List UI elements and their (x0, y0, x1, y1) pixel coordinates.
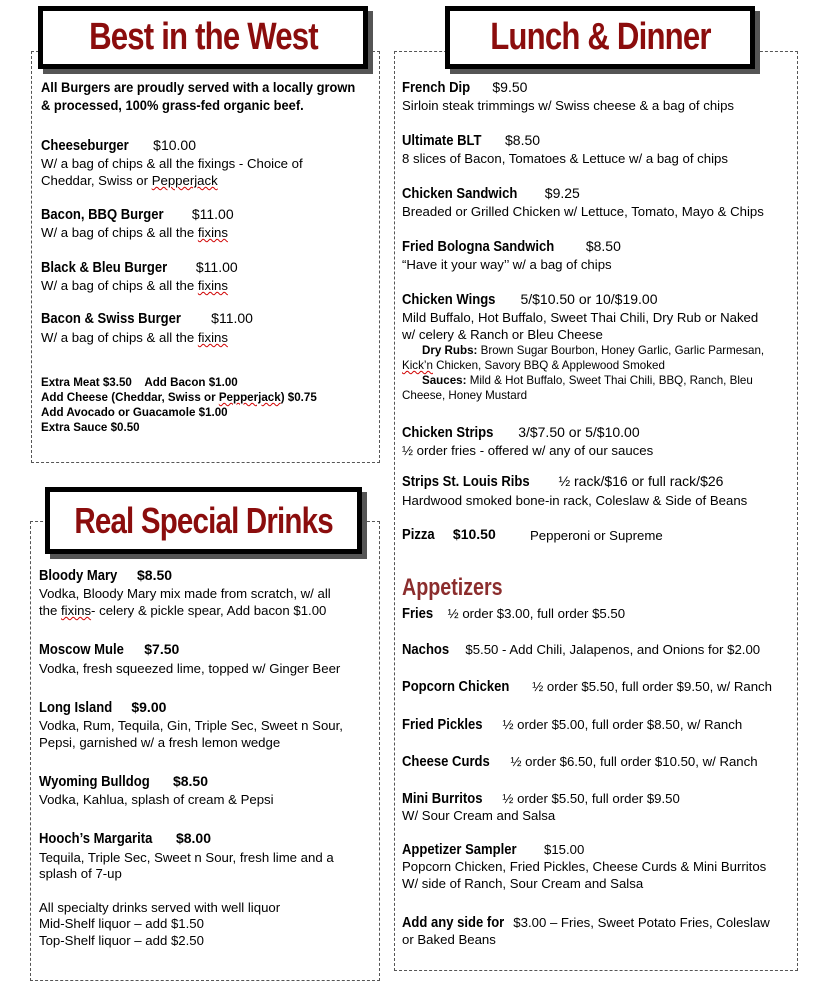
item-price: $10.50 (452, 526, 496, 542)
description-text: the (39, 603, 61, 618)
item-description: Tequila, Triple Sec, Sweet n Sour, fresh lime and a (39, 850, 334, 865)
description-text: fixins (197, 330, 228, 345)
item-name: Fries (402, 606, 434, 622)
drinks-note: Top-Shelf liquor – add $2.50 (39, 933, 204, 948)
appetizer-nachos (402, 641, 760, 659)
wings-sauces-cont: Cheese, Honey Mustard (402, 389, 528, 402)
menu-item-chicken-wings (402, 291, 657, 309)
item-price: $8.50 (585, 238, 621, 254)
description-text: fixins (197, 225, 228, 240)
menu-item-black-bleu-burger (41, 259, 238, 277)
item-description (41, 277, 228, 294)
item-name: Cheeseburger (41, 138, 129, 154)
menu-item-chicken-strips (402, 424, 640, 442)
item-name: Fried Bologna Sandwich (402, 239, 555, 255)
drinks-note: All specialty drinks served with well liquor (39, 900, 281, 915)
item-name: Hooch’s Margarita (39, 831, 153, 847)
description-text: Cheddar, Swiss or (41, 173, 152, 188)
item-name: Bacon & Swiss Burger (41, 311, 181, 327)
appetizer-fries (402, 605, 625, 623)
dry-rubs-label: Dry Rubs: (422, 344, 478, 357)
appetizer-cheese-curds (402, 753, 758, 771)
description-text: W/ a bag of chips & all the (41, 225, 198, 240)
description-text: fixins (197, 278, 228, 293)
item-description: Popcorn Chicken, Fried Pickles, Cheese Curds & Mini Burritos (402, 859, 767, 874)
burgers-header-title: Best in the West (88, 16, 318, 58)
extras-text: Pepperjack (218, 391, 281, 404)
item-price: 5/$10.50 or 10/$19.00 (520, 291, 658, 307)
item-name: Ultimate BLT (402, 133, 482, 149)
item-name: Moscow Mule (39, 642, 124, 658)
item-description: Vodka, Kahlua, splash of cream & Pepsi (39, 792, 274, 807)
menu-item-bacon-bbq-burger (41, 206, 234, 224)
lunch-header (445, 6, 755, 69)
extras-line: Add Avocado or Guacamole $1.00 (41, 406, 228, 419)
burgers-header (38, 6, 368, 69)
item-description: Vodka, fresh squeezed lime, topped w/ Ginger Beer (39, 661, 341, 676)
appetizer-popcorn-chicken (402, 678, 772, 696)
drink-item-wyoming-bulldog (39, 773, 208, 791)
item-price: $15.00 (543, 842, 585, 857)
item-description (41, 172, 218, 189)
appetizers-heading: Appetizers (402, 574, 503, 601)
drinks-header-title: Real Special Drinks (74, 499, 333, 541)
item-name: Chicken Sandwich (402, 186, 518, 202)
item-price: ½ order $5.50, full order $9.50, w/ Ranch (532, 679, 772, 694)
item-price: $11.00 (191, 206, 234, 222)
item-name: Nachos (402, 642, 450, 658)
item-price: ½ rack/$16 or full rack/$26 (558, 473, 724, 489)
burgers-intro-line2: & processed, 100% grass-fed organic beef. (41, 97, 304, 113)
item-name: Appetizer Sampler (402, 842, 517, 858)
item-description: W/ a bag of chips & all the fixings - Choice of (41, 156, 303, 171)
item-description: w/ celery & Ranch or Bleu Cheese (402, 327, 603, 342)
item-price: $8.50 (505, 132, 541, 148)
dry-rubs-text: Kick’n (402, 359, 433, 372)
item-price: $9.25 (544, 185, 580, 201)
add-side-label: Add any side for (402, 915, 505, 931)
menu-item-pizza (402, 526, 496, 544)
wings-dry-rubs (422, 343, 764, 358)
drink-item-moscow-mule (39, 641, 179, 659)
item-price: $7.50 (144, 641, 180, 657)
sauces-text: Mild & Hot Buffalo, Sweet Thai Chili, BBQ, Ranch, Bleu (466, 374, 753, 387)
menu-item-chicken-sandwich (402, 185, 580, 203)
item-description: Vodka, Bloody Mary mix made from scratch, w/ all (39, 586, 331, 601)
item-price: $8.00 (175, 830, 212, 846)
item-description: Sirloin steak trimmings w/ Swiss cheese & a bag of chips (402, 98, 735, 113)
extras-text: Add Cheese (Cheddar, Swiss or (41, 391, 219, 404)
item-description (39, 602, 326, 619)
item-name: Mini Burritos (402, 791, 483, 807)
lunch-header-title: Lunch & Dinner (489, 16, 711, 58)
description-text: - celery & pickle spear, Add bacon $1.00 (91, 603, 327, 618)
item-name: Wyoming Bulldog (39, 774, 150, 790)
item-description: ½ order fries - offered w/ any of our sauces (402, 443, 654, 458)
item-name: Strips St. Louis Ribs (402, 474, 530, 490)
item-name: French Dip (402, 80, 471, 96)
item-price: ½ order $6.50, full order $10.50, w/ Ranch (510, 754, 758, 769)
extras-line: Extra Sauce $0.50 (41, 421, 140, 434)
add-side-line-2: or Baked Beans (402, 932, 496, 947)
menu-item-ultimate-blt (402, 132, 540, 150)
drink-item-long-island (39, 699, 166, 717)
item-price: 3/$7.50 or 5/$10.00 (518, 424, 640, 440)
item-description: Mild Buffalo, Hot Buffalo, Sweet Thai Chili, Dry Rub or Naked (402, 310, 759, 325)
drinks-header (45, 487, 362, 554)
description-text: Pepperjack (151, 173, 218, 188)
description-text: W/ a bag of chips & all the (41, 278, 198, 293)
menu-item-bacon-swiss-burger (41, 310, 253, 328)
sauces-label: Sauces: (422, 374, 467, 387)
item-description (41, 329, 228, 346)
item-price: $9.00 (131, 699, 167, 715)
item-description (41, 224, 228, 241)
item-description: Pepsi, garnished w/ a fresh lemon wedge (39, 735, 281, 750)
item-name: Cheese Curds (402, 754, 490, 770)
item-description: splash of 7-up (39, 866, 122, 881)
pizza-options: Pepperoni or Supreme (530, 528, 663, 543)
item-name: Chicken Wings (402, 292, 496, 308)
item-price: $9.50 (492, 79, 528, 95)
burgers-intro-line1: All Burgers are proudly served with a locally grown (41, 79, 356, 95)
item-description: Breaded or Grilled Chicken w/ Lettuce, Tomato, Mayo & Chips (402, 204, 764, 219)
menu-item-st-louis-ribs (402, 473, 723, 491)
item-description: W/ side of Ranch, Sour Cream and Salsa (402, 876, 644, 891)
item-name: Popcorn Chicken (402, 679, 510, 695)
extras-line (41, 390, 317, 405)
item-name: Bloody Mary (39, 568, 118, 584)
item-price: $10.00 (153, 137, 196, 153)
item-price: $11.00 (195, 259, 238, 275)
item-price: $5.50 - Add Chili, Jalapenos, and Onions for $2.00 (465, 642, 761, 657)
description-text: fixins (61, 603, 92, 618)
item-price: ½ order $5.50, full order $9.50 (502, 791, 680, 806)
item-description: “Have it your way’’ w/ a bag of chips (402, 257, 612, 272)
add-side-text: $3.00 – Fries, Sweet Potato Fries, Coleslaw (509, 915, 770, 930)
item-name: Black & Bleu Burger (41, 260, 168, 276)
item-description: Hardwood smoked bone-in rack, Coleslaw & Side of Beans (402, 493, 748, 508)
appetizer-fried-pickles (402, 716, 742, 734)
menu-item-cheeseburger (41, 137, 196, 155)
wings-dry-rubs-cont (402, 358, 665, 373)
extras-line: Extra Meat $3.50 Add Bacon $1.00 (41, 376, 238, 389)
dry-rubs-text: Chicken, Savory BBQ & Applewood Smoked (432, 359, 665, 372)
item-name: Pizza (402, 527, 435, 543)
item-price: ½ order $5.00, full order $8.50, w/ Ranch (502, 717, 743, 732)
extras-text: ) $0.75 (280, 391, 317, 404)
dry-rubs-text: Brown Sugar Bourbon, Honey Garlic, Garlic Parmesan, (477, 344, 765, 357)
item-price: ½ order $3.00, full order $5.50 (447, 606, 626, 621)
item-description: 8 slices of Bacon, Tomatoes & Lettuce w/ a bag of chips (402, 151, 728, 166)
menu-item-french-dip (402, 79, 527, 97)
item-name: Long Island (39, 700, 113, 716)
item-price: $8.50 (172, 773, 209, 789)
item-name: Chicken Strips (402, 425, 494, 441)
item-price: $11.00 (211, 310, 253, 326)
add-side-line (402, 914, 770, 932)
item-price: $8.50 (137, 567, 173, 583)
wings-sauces (422, 373, 753, 388)
appetizer-sampler (402, 841, 584, 859)
drink-item-bloody-mary (39, 567, 172, 585)
item-description: W/ Sour Cream and Salsa (402, 808, 556, 823)
description-text: W/ a bag of chips & all the (41, 330, 198, 345)
appetizer-mini-burritos (402, 790, 680, 808)
item-name: Bacon, BBQ Burger (41, 207, 164, 223)
item-name: Fried Pickles (402, 717, 483, 733)
menu-item-fried-bologna-sandwich (402, 238, 621, 256)
drink-item-hoochs-margarita (39, 830, 211, 848)
item-description: Vodka, Rum, Tequila, Gin, Triple Sec, Sweet n Sour, (39, 718, 343, 733)
drinks-note: Mid-Shelf liquor – add $1.50 (39, 916, 204, 931)
